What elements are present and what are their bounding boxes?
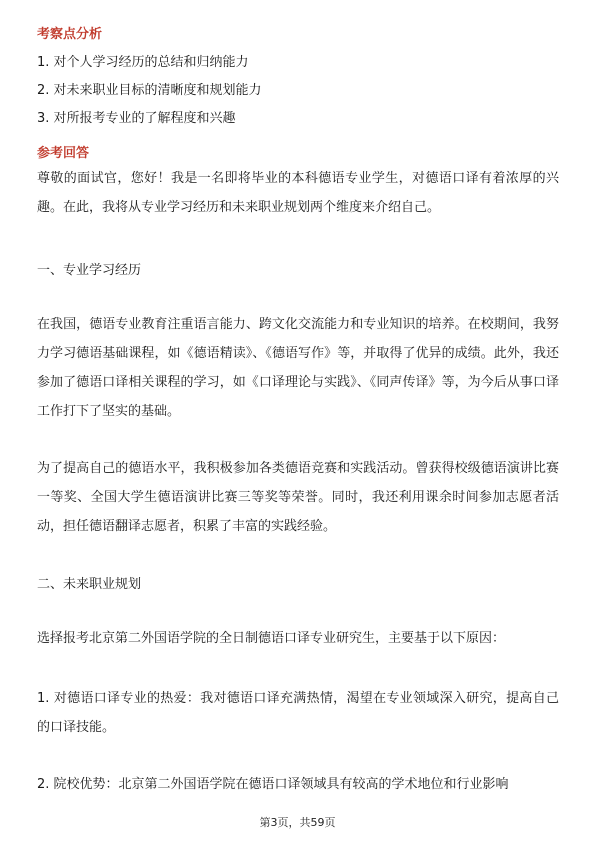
answer-heading: 参考回答 [37,146,90,161]
answer-paragraph-reason-intro: 选择报考北京第二外国语学院的全日制德语口译专业研究生，主要基于以下原因： [37,631,506,646]
analysis-item-2: 2. 对未来职业目标的清晰度和规划能力 [37,83,262,98]
page-number: 第3页，共59页 [259,816,336,829]
answer-paragraph-study: 在我国，德语专业教育注重语言能力、跨文化交流能力和专业知识的培养。在校期间，我努力学习德语基础课程，如《德语精读》、《德语写作》等，并取得了优异的成绩。此外，我还参加了德语口译相关课程的学习，如《口译理论与实践》、《同声传译》等，为今后从事口译工作打下了坚实的基础。 [37,317,559,419]
section-heading-study: 一、专业学习经历 [37,263,142,278]
answer-paragraph-competitions: 为了提高自己的德语水平，我积极参加各类德语竞赛和实践活动。曾获得校级德语演讲比赛一等奖、全国大学生德语演讲比赛三等奖等荣誉。同时，我还利用课余时间参加志愿者活动，担任德语翻译志愿者，积累了丰富的实践经验。 [37,461,559,534]
analysis-item-1: 1. 对个人学习经历的总结和归纳能力 [37,55,249,70]
section-heading-career: 二、未来职业规划 [37,577,142,592]
analysis-item-3: 3. 对所报考专业的了解程度和兴趣 [37,111,236,126]
answer-paragraph-reason-2: 2. 院校优势：北京第二外国语学院在德语口译领域具有较高的学术地位和行业影响 [37,777,509,792]
answer-paragraph-reason-1: 1. 对德语口译专业的热爱：我对德语口译充满热情，渴望在专业领域深入研究，提高自己的口译技能。 [37,691,559,735]
analysis-heading: 考察点分析 [37,27,103,42]
answer-paragraph-intro: 尊敬的面试官，您好！我是一名即将毕业的本科德语专业学生，对德语口译有着浓厚的兴趣。在此，我将从专业学习经历和未来职业规划两个维度来介绍自己。 [37,171,559,215]
